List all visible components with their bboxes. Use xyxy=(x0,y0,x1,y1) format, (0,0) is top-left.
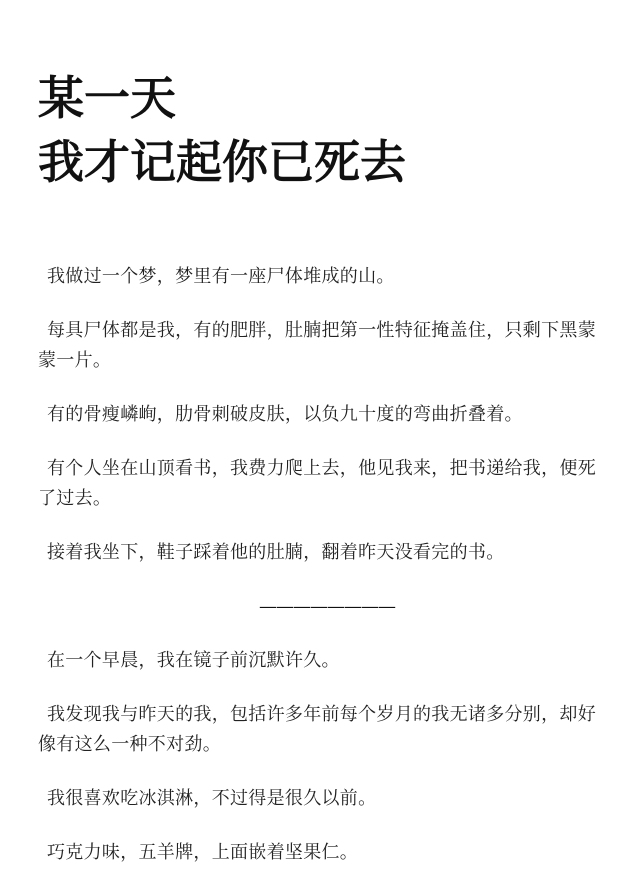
paragraph: 有个人坐在山顶看书，我费力爬上去，他见我来，把书递给我，便死了过去。 xyxy=(38,458,596,509)
title-line-1: 某一天 xyxy=(38,71,176,125)
paragraph: 我做过一个梦，梦里有一座尸体堆成的山。 xyxy=(47,266,395,287)
paragraph: 我很喜欢吃冰淇淋，不过得是很久以前。 xyxy=(47,788,377,809)
paragraph: 在一个早晨，我在镜子前沉默许久。 xyxy=(47,650,340,671)
paragraph: 有的骨瘦嶙峋，肋骨刺破皮肤，以负九十度的弯曲折叠着。 xyxy=(47,404,523,425)
article-title xyxy=(38,66,406,194)
paragraph: 每具尸体都是我，有的肥胖，肚腩把第一性特征掩盖住，只剩下黑蒙蒙一片。 xyxy=(38,320,596,371)
title-line-2: 我才记起你已死去 xyxy=(38,135,406,189)
divider-line: ———————— xyxy=(259,596,395,617)
section-divider xyxy=(38,592,598,622)
paragraph: 我发现我与昨天的我，包括许多年前每个岁月的我无诸多分别，却好像有这么一种不对劲。 xyxy=(38,704,596,755)
article-body xyxy=(38,262,598,892)
paragraph: 巧克力味，五羊牌，上面嵌着坚果仁。 xyxy=(47,842,359,863)
paragraph: 接着我坐下，鞋子踩着他的肚腩，翻着昨天没看完的书。 xyxy=(47,542,505,563)
